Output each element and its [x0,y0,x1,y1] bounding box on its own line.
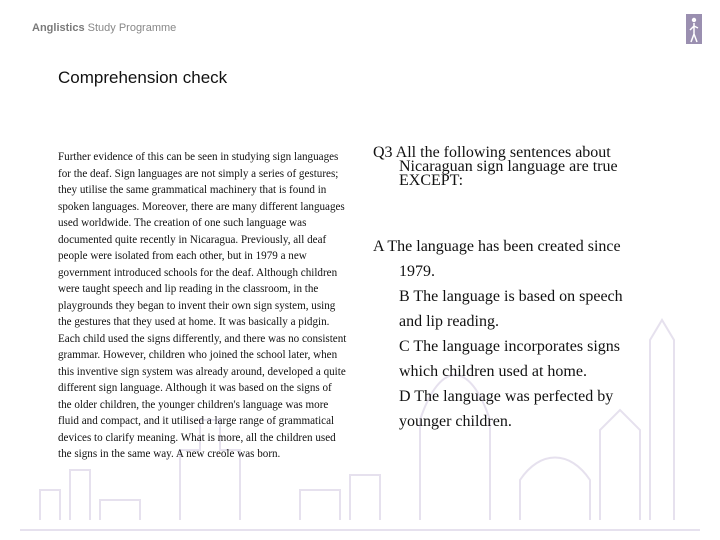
programme-label: Study Programme [87,22,177,34]
figure-logo-icon [686,14,702,44]
answer-options [373,234,673,434]
brand-name: Anglistics [32,22,85,34]
option-c: C The language incorporates signs [399,338,620,355]
option-c-cont: which children used at home. [399,363,587,380]
question-line-3: EXCEPT: [399,172,464,189]
option-a-cont: 1979. [399,263,435,280]
option-b: B The language is based on speech [399,288,623,305]
question-line-1: Q3 All the following sentences about [373,144,611,161]
reading-passage: Further evidence of this can be seen in studying sign languages for the deaf. Sign languages are not simply a series of gestures; they utilise the same grammatical machinery that is found in spoken languages. Moreover, there are many different languages used worldwide. The creation of one such language was documented quite recently in Nicaragua. Previously, all deaf people were isolated from each other, but in 1979 a new government introduced schools for the deaf. Although children were taught speech and lip reading in the classroom, in the playgrounds they began to invent their own sign system, using the gestures that they used at home. It was basically a pidgin. Each child used the signs differently, and there was no consistent grammar. However, children who joined the school later, when this inventive sign system was already around, developed a quite different sign language. Although it was based on the signs of the older children, the younger children's language was more fluid and compact, and it utilised a large range of grammatical devices to clarify meaning. What is more, all the children used the signs in the same way. A new creole was born. [58,151,347,460]
question-q3 [373,146,673,188]
option-a: A The language has been created since [373,238,621,255]
page-title: Comprehension check [58,68,228,87]
option-d-cont: younger children. [399,413,512,430]
option-d: D The language was perfected by [399,388,614,405]
option-b-cont: and lip reading. [399,313,499,330]
programme-header [32,22,176,34]
question-line-2: Nicaraguan sign language are true [399,158,618,175]
